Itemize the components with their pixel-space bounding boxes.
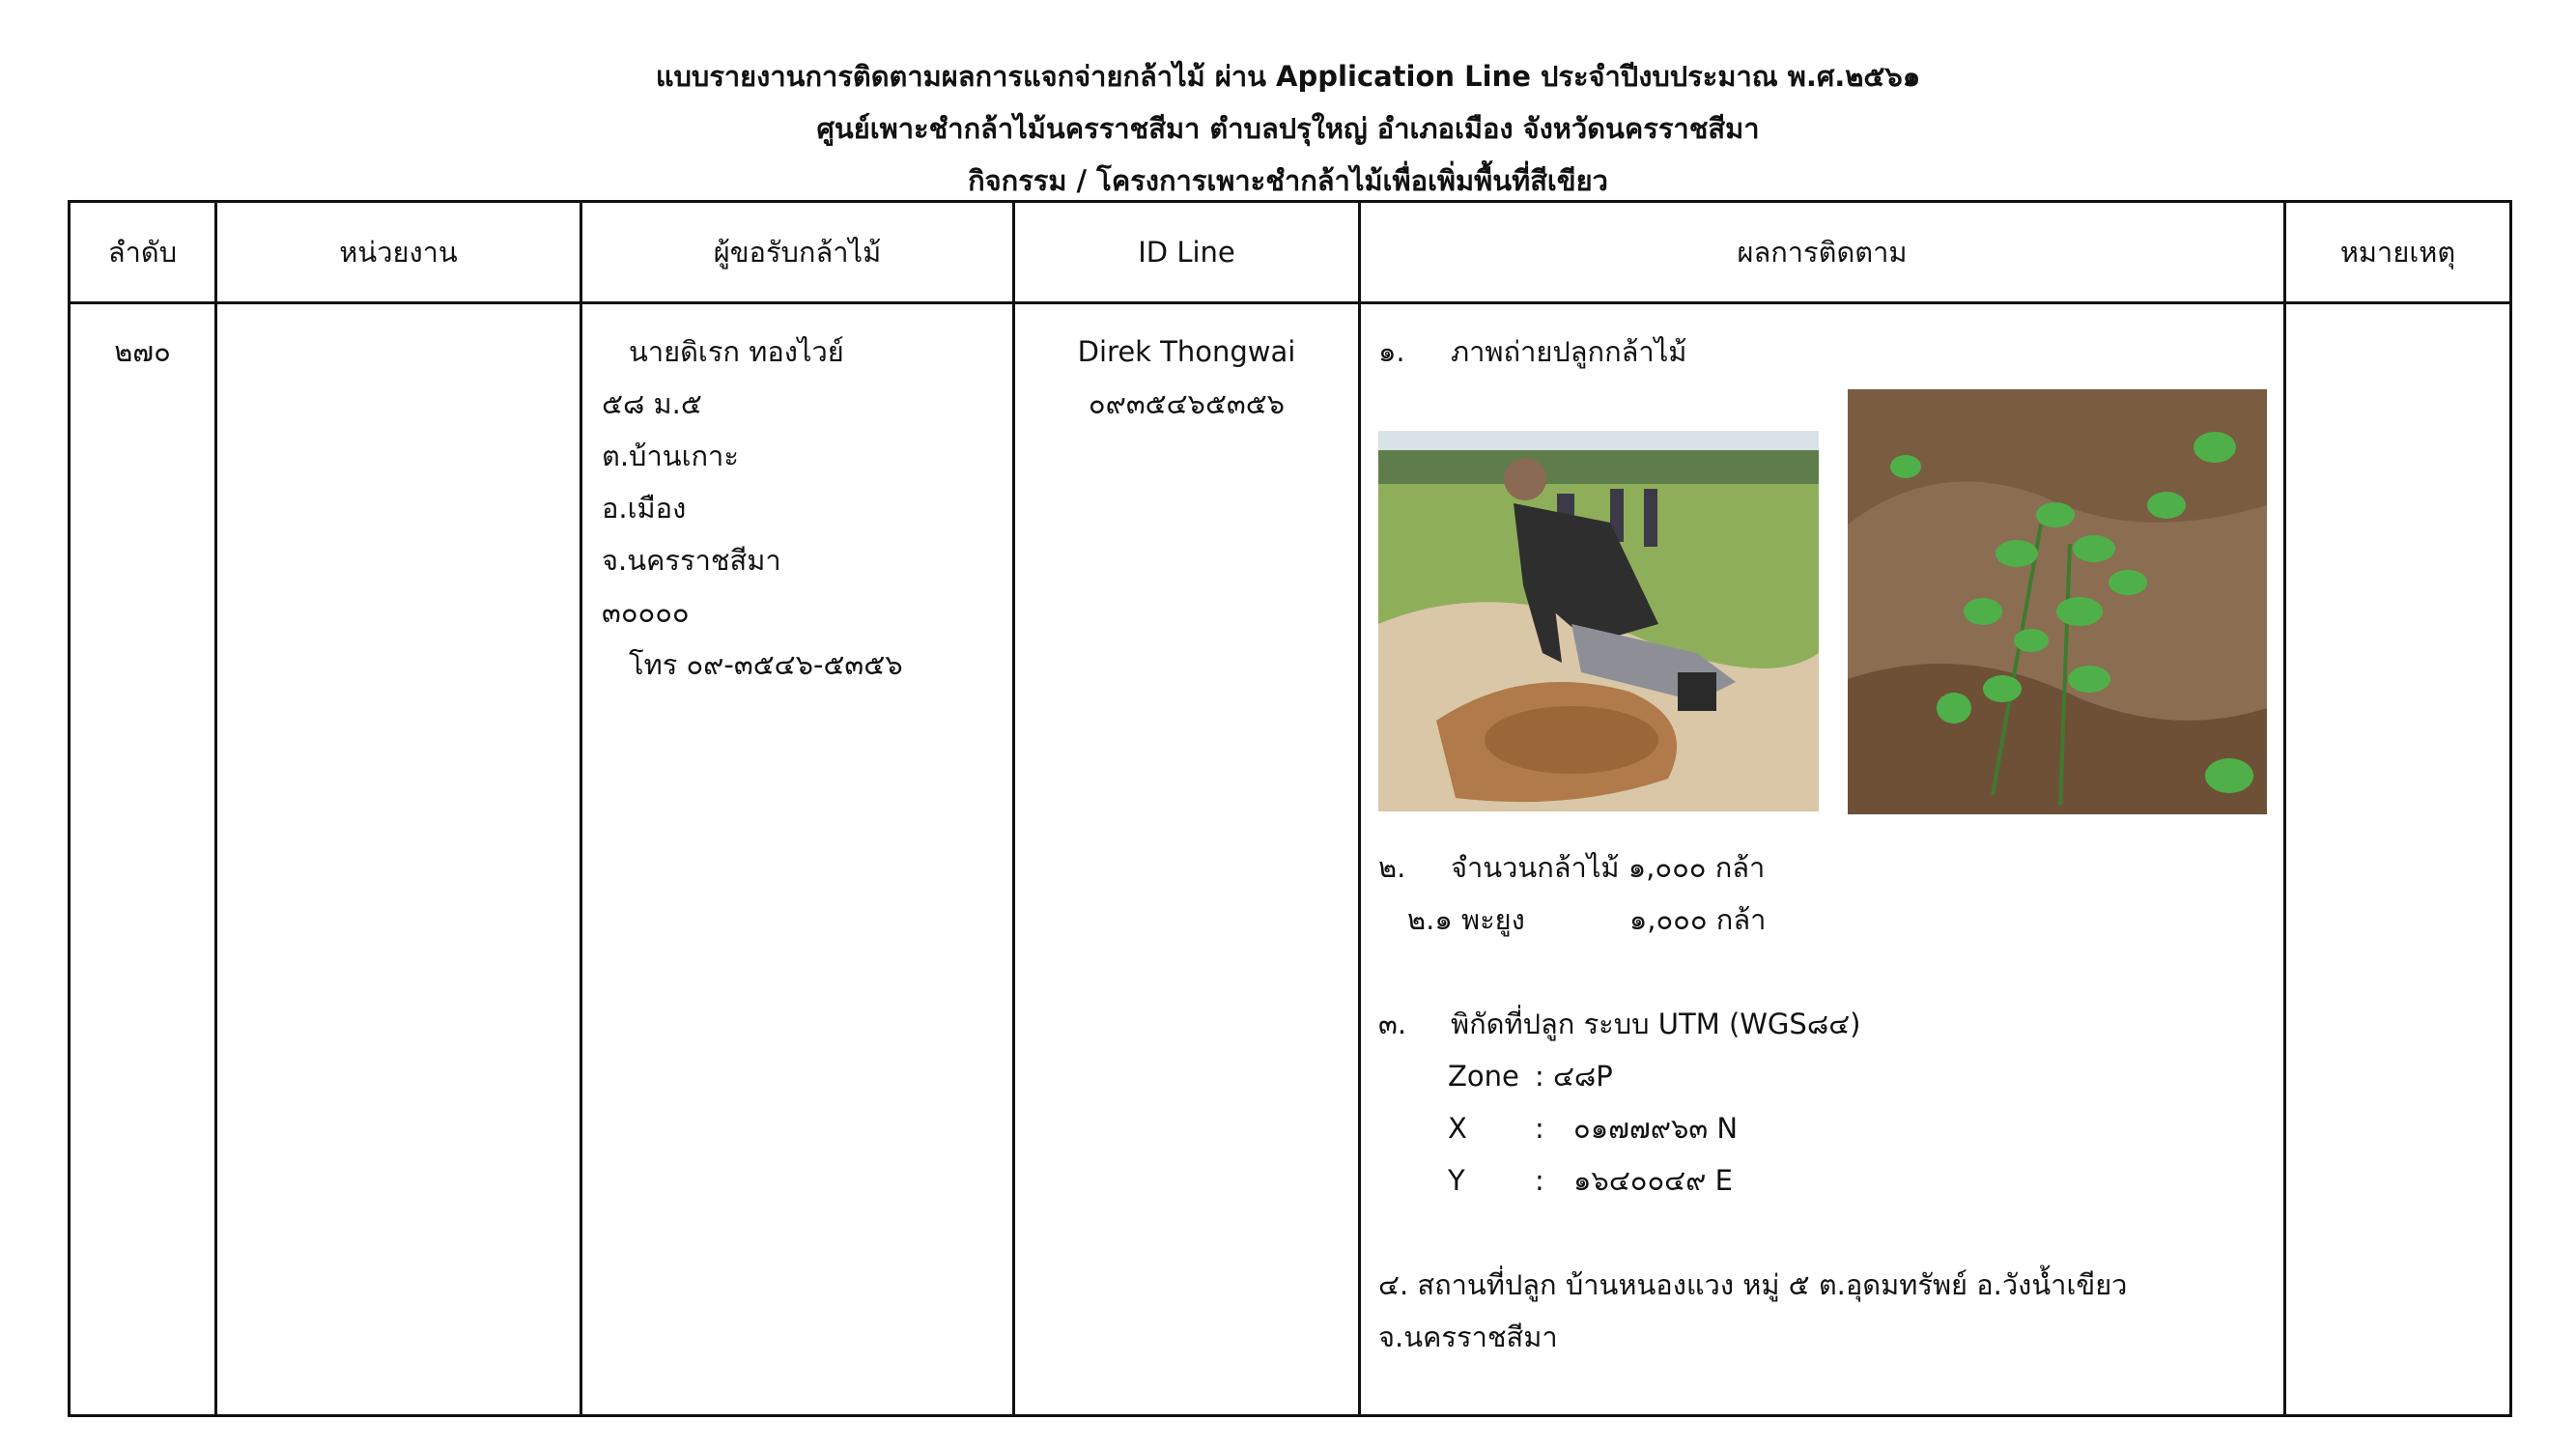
zone-label: Zone: [1448, 1060, 1519, 1093]
result-block: [1361, 304, 2283, 1435]
result-item-label: จำนวนกล้าไม้ ๑,๐๐๐ กล้า: [1451, 851, 1766, 884]
requester-block: [582, 304, 1012, 1435]
result-item-photos: [1378, 326, 2283, 378]
col-header-line-id: ID Line: [1014, 202, 1360, 303]
result-item-number: ๑.: [1378, 335, 1405, 368]
requester-address-house: ๕๘ ม.๕: [602, 387, 702, 420]
col-header-agency: หน่วยงาน: [216, 202, 581, 303]
cell-agency: [216, 303, 581, 1416]
report-header: [0, 50, 2576, 207]
report-title: แบบรายงานการติดตามผลการแจกจ่ายกล้าไม้ ผ่าน Application Line ประจำปีงบประมาณ พ.ศ.๒๕๖๑: [655, 60, 1921, 93]
agency-value: [217, 304, 580, 1414]
remark-value: [2286, 304, 2509, 1414]
seq-number: ๒๗๐: [114, 335, 171, 368]
coordinate-y: [1378, 1154, 2283, 1207]
result-item-location: ๔. สถานที่ปลูก บ้านหนองแวง หมู่ ๕ ต.อุดมทรัพย์ อ.วังน้ำเขียว: [1378, 1268, 2128, 1301]
coordinate-x: [1378, 1102, 2283, 1154]
species-amount: ๑,๐๐๐ กล้า: [1628, 903, 1767, 936]
table-header-row: [70, 202, 2511, 303]
planting-photo-man: [1378, 431, 1819, 811]
coordinate-zone: [1378, 1050, 2283, 1102]
species-name: ๒.๑ พะยูง: [1407, 903, 1525, 936]
zone-value: : ๔๘P: [1535, 1060, 1613, 1093]
result-subitem-species: [1378, 894, 2283, 946]
col-header-remark: หมายเหตุ: [2285, 202, 2511, 303]
result-item-number: ๓.: [1378, 1008, 1407, 1040]
result-item-label: ภาพถ่ายปลูกกล้าไม้: [1451, 335, 1687, 368]
cell-requester: [581, 303, 1014, 1416]
col-header-result: ผลการติดตาม: [1360, 202, 2285, 303]
y-label: Y: [1448, 1164, 1465, 1197]
planting-photo-seedling: [1848, 389, 2267, 814]
requester-name: นายดิเรก ทองไวย์: [629, 335, 844, 368]
requester-address-province: จ.นครราชสีมา: [602, 544, 781, 577]
requester-address-subdistrict: ต.บ้านเกาะ: [602, 440, 739, 472]
result-item-location-province: จ.นครราชสีมา: [1378, 1321, 1558, 1353]
report-table: [68, 200, 2512, 1417]
x-colon: :: [1535, 1112, 1544, 1145]
col-header-seq: ลำดับ: [70, 202, 216, 303]
cell-result: [1360, 303, 2285, 1416]
report-subtitle-activity: กิจกรรม / โครงการเพาะชำกล้าไม้เพื่อเพิ่มพื้นที่สีเขียว: [968, 164, 1608, 197]
requester-phone: โทร ๐๙-๓๕๔๖-๕๓๕๖: [629, 648, 903, 681]
result-item-quantity: [1378, 841, 2283, 894]
cell-remark: [2285, 303, 2511, 1416]
line-id-name: Direk Thongwai: [1077, 335, 1296, 368]
table-row: [70, 303, 2511, 1416]
requester-address-district: อ.เมือง: [602, 492, 687, 525]
line-id-block: [1015, 304, 1358, 1435]
y-colon: :: [1535, 1164, 1544, 1197]
report-subtitle-center: ศูนย์เพาะชำกล้าไม้นครราชสีมา ตำบลปรุใหญ่ อำเภอเมือง จังหวัดนครราชสีมา: [816, 112, 1760, 145]
result-item-coordinates: [1378, 998, 2283, 1050]
cell-line-id: [1014, 303, 1360, 1416]
x-label: X: [1448, 1112, 1467, 1145]
requester-postcode: ๓๐๐๐๐: [602, 596, 690, 629]
x-value: ๐๑๗๗๙๖๓ N: [1573, 1112, 1739, 1145]
result-item-label: พิกัดที่ปลูก ระบบ UTM (WGS๘๔): [1451, 1008, 1861, 1040]
col-header-requester: ผู้ขอรับกล้าไม้: [581, 202, 1014, 303]
line-id-phone: ๐๙๓๕๔๖๕๓๕๖: [1088, 387, 1286, 420]
cell-seq: [70, 303, 216, 1416]
y-value: ๑๖๔๐๐๔๙ E: [1573, 1164, 1733, 1197]
planting-photos: [1378, 378, 2283, 841]
result-item-number: ๒.: [1378, 851, 1406, 884]
